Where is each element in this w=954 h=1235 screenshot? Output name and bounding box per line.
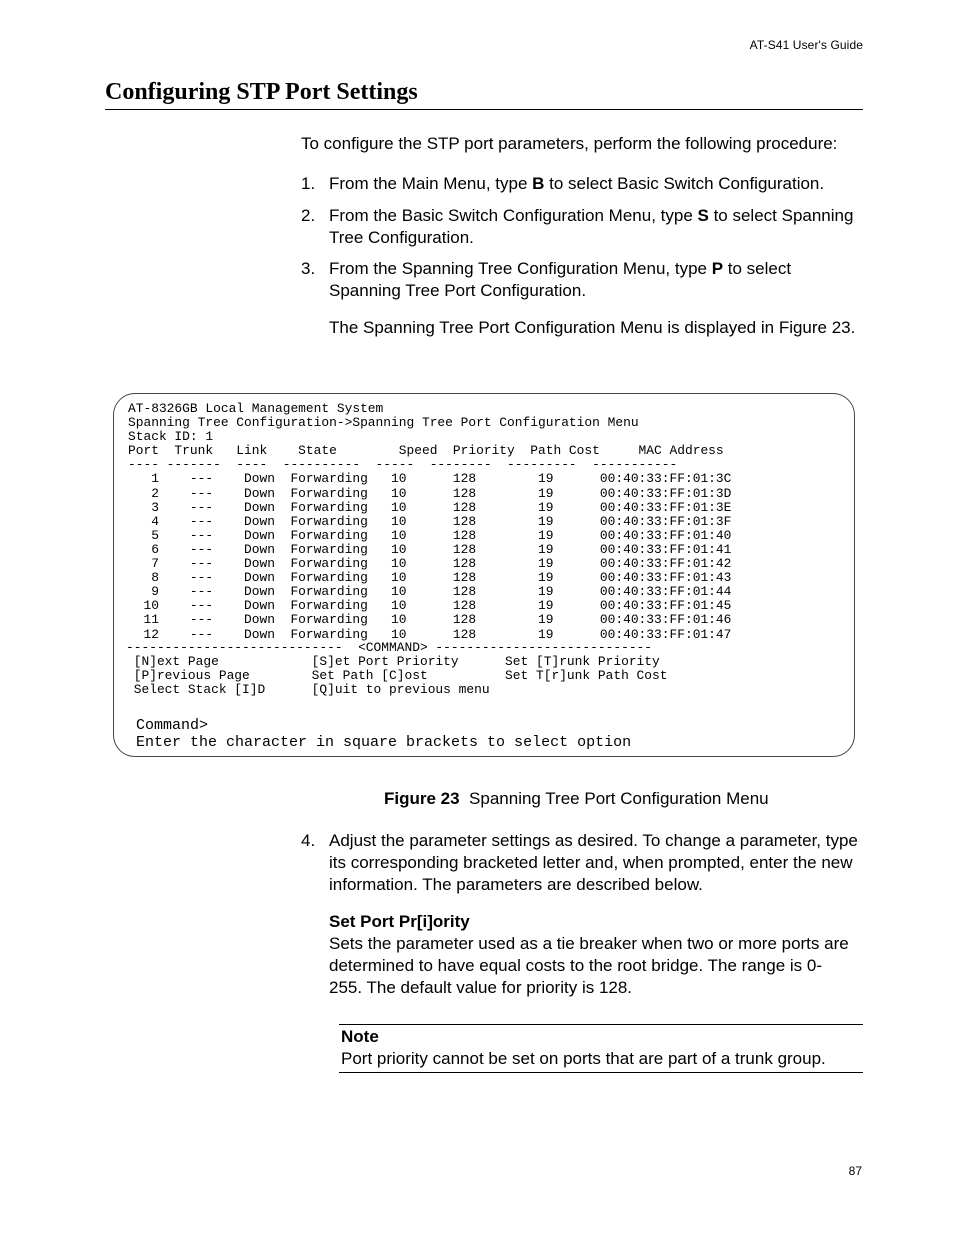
figure-label: Figure 23 [384, 789, 460, 808]
note-box [339, 1024, 863, 1073]
step-number: 3. [301, 259, 316, 278]
note-text: Port priority cannot be set on ports that are part of a trunk group. [341, 1049, 826, 1068]
step-text-post: to select Basic Switch Configuration. [544, 174, 825, 193]
step-text-pre: From the Spanning Tree Configuration Menu, type [329, 259, 712, 278]
step-text-post: to select Spanning Tree Configuration. [329, 206, 854, 247]
intro-paragraph: To configure the STP port parameters, perform the following procedure: [301, 134, 838, 153]
step-key: P [711, 259, 724, 278]
terminal-screen [113, 393, 855, 757]
note-title: Note [341, 1027, 379, 1046]
terminal-body: AT-8326GB Local Management System Spanning Tree Configuration->Spanning Tree Port Configuration Menu Stack ID: 1 Port Trunk Link State Speed Priority Path Cost MAC Address ---- ------- ---- ---------- ----- -------- --------- ----------- 1 --- Down Forwarding 10 128 19 00:40:33:FF:01:3C 2 --- Down Forwarding 10 128 19 00:40:33:FF:01:3D 3 --- Down Forwarding 10 128 19 00:40:33:FF:01:3E 4 --- Down Forwarding 10 128 19 00:40:33:FF:01:3F 5 --- Down Forwarding 10 128 19 00:40:33:FF:01:40 6 --- Down Forwarding 10 128 19 00:40:33:FF:01:41 7 --- Down Forwarding 10 128 19 00:40:33:FF:01:42 8 --- Down Forwarding 10 128 19 00:40:33:FF:01:43 9 --- Down Forwarding 10 128 19 00:40:33:FF:01:44 10 --- Down Forwarding 10 128 19 00:40:33:FF:01:45 11 --- Down Forwarding 10 128 19 00:40:33:FF:01:46 12 --- Down Forwarding 10 128 19 00:40:33:FF:01:47 [128, 401, 732, 642]
figure-caption-text: Spanning Tree Port Configuration Menu [469, 789, 769, 808]
section-title: Configuring STP Port Settings [105, 77, 863, 110]
step-text-post: to select Spanning Tree Port Configuration. [329, 259, 792, 300]
figure-reference-text: The Spanning Tree Port Configuration Menu is displayed in Figure 23. [329, 318, 856, 337]
step-number: 4. [301, 831, 316, 850]
running-header: AT-S41 User's Guide [749, 38, 863, 52]
step-number: 2. [301, 206, 316, 225]
figure-caption [384, 789, 769, 809]
parameter-title: Set Port Pr[i]ority [329, 912, 470, 931]
step-text [329, 173, 864, 195]
terminal-prompt: Command> Enter the character in square brackets to select option [136, 717, 632, 751]
step-text-pre: From the Main Menu, type [329, 174, 533, 193]
step-text: Adjust the parameter settings as desired. To change a parameter, type its corresponding bracketed letter and, when prompted, enter the new information. The parameters are described below. [329, 831, 858, 894]
step-text [329, 205, 864, 249]
step-text-pre: From the Basic Switch Configuration Menu, type [329, 206, 698, 225]
parameter-description: Sets the parameter used as a tie breaker when two or more ports are determined to have equal costs to the root bridge. The range is 0-255. The default value for priority is 128. [329, 934, 849, 997]
step-number: 1. [301, 174, 316, 193]
step-text [329, 258, 864, 302]
step-key: B [532, 174, 545, 193]
page-number: 87 [848, 1164, 862, 1178]
terminal-command-menu: ---------------------------- <COMMAND> ---------------------------- [N]ext Page [S]et Port Priority Set [T]runk Priority [P]revious Page Set Path [C]ost Set T[r]unk Path Cost Select Stack [I]D [Q]uit to previous menu [126, 640, 668, 697]
step-key: S [697, 206, 709, 225]
